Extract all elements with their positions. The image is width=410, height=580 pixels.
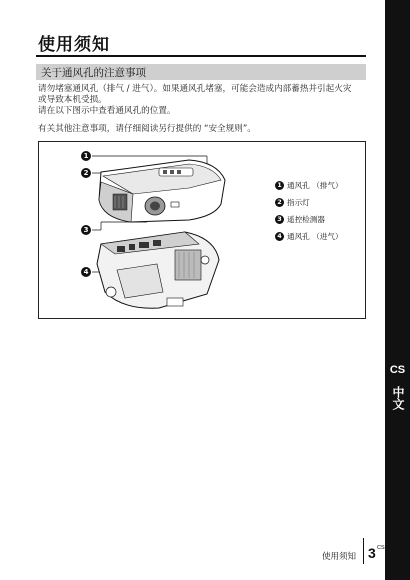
body-line-1: 请勿堵塞通风孔（排气 / 进气）。如果通风孔堵塞，可能会造成内部蓄热并引起火灾	[38, 84, 352, 94]
legend-number: 1	[275, 181, 284, 190]
callout-2: 2	[81, 168, 91, 178]
legend-item-intake-vent	[275, 231, 343, 242]
page-title: 使用须知	[38, 35, 110, 55]
legend-item-exhaust-vent	[275, 180, 343, 191]
side-tab-language: 中文	[391, 386, 405, 410]
footer-page-number: 3	[368, 545, 376, 561]
legend-label: 指示灯	[287, 198, 310, 207]
legend-label: 通风孔 （排气）	[287, 181, 343, 190]
callout-3: 3	[81, 225, 91, 235]
projector-bottom-view	[97, 232, 219, 308]
language-side-strip	[385, 0, 410, 580]
section-heading-bar	[36, 64, 366, 80]
callout-4: 4	[81, 267, 91, 277]
section-heading: 关于通风孔的注意事项	[41, 67, 146, 79]
legend-item-remote-detector	[275, 214, 325, 225]
legend-number: 2	[275, 198, 284, 207]
legend-number: 3	[275, 215, 284, 224]
body-line-3: 请在以下图示中查看通风孔的位置。	[38, 106, 176, 116]
legend-label: 通风孔 （进气）	[287, 232, 343, 241]
body-line-2: 或导致本机受损。	[38, 95, 107, 105]
legend-number: 4	[275, 232, 284, 241]
side-tab-code: CS	[389, 364, 406, 376]
projector-top-view	[99, 160, 225, 222]
body-line-4: 有关其他注意事项，请仔细阅读另行提供的 “安全规则”。	[38, 124, 256, 134]
footer-page-suffix: CS	[377, 545, 385, 551]
callout-1: 1	[81, 151, 91, 161]
legend-item-indicator	[275, 197, 310, 208]
legend-label: 遥控检测器	[287, 215, 325, 224]
footer-divider	[363, 538, 364, 564]
footer-section-label: 使用须知	[322, 552, 357, 562]
title-rule	[36, 55, 366, 57]
ventilation-figure	[38, 141, 366, 319]
